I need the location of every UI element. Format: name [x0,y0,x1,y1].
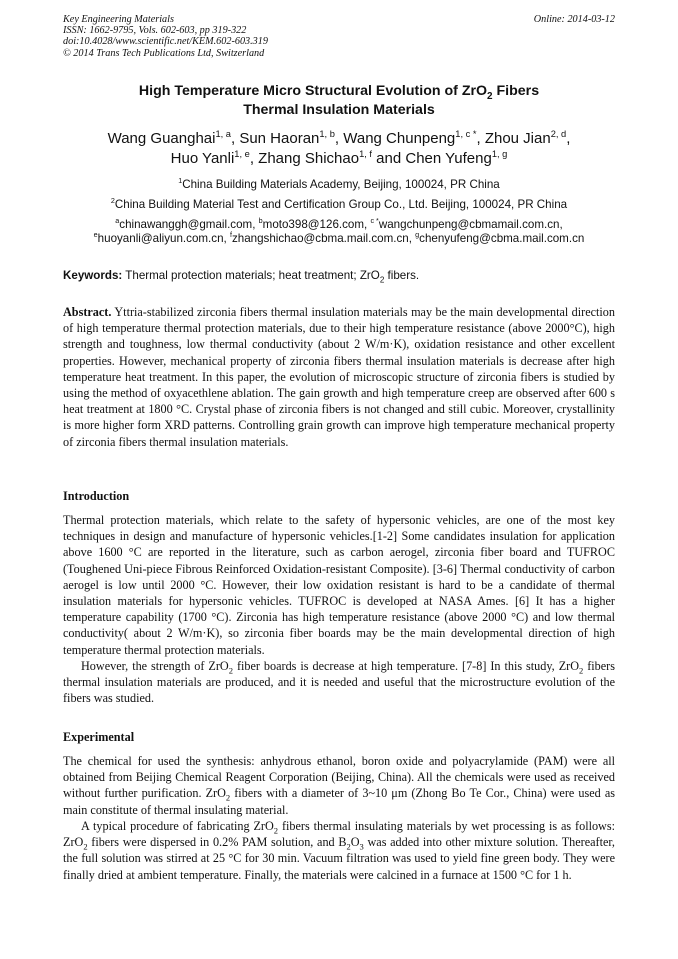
affiliation-1: $^1$China Building Materials Academy, Beijing, 100024, PR China [178,176,500,191]
introduction-paragraph-2: However, the strength of ZrO$_2$ fiber boards is decrease at high temperature. [7-8] In this study, ZrO$_2$ fibers thermal insulation materials are produced, and it is needed and useful that the microstructure evolution of the fibers was studied. [63,659,615,706]
section-heading-introduction: Introduction [63,489,130,503]
paper-title: High Temperature Micro Structural Evolution of ZrO$_2$ Fibers Thermal Insulation Materials [138,83,540,118]
author: Chen Yufeng [405,150,492,167]
keywords-label: Keywords: [63,269,123,282]
abstract-label: Abstract. [63,305,112,319]
issn-line: ISSN: 1662-9795, Vols. 602-603, pp 319-322 [63,25,247,37]
introduction-paragraph-1: Thermal protection materials, which relate to the safety of hypersonic vehicles, are one of the most key techniques in design and manufacture of hypersonic vehicles.[1-2] Some candidates insulation for application above 1600 °C are reported in the literature, such as carbon aerogel, zirconia fiber board and TUFROC (Toughened Uni-piece Fibrous Reinforced Oxidation-resistant Composite). [3-6] Thermal conductivity of carbon aerogel is low until 2000 °C. However, their low oxidation resistant is hard to be a candidate of thermal insulation materials for hypersonic vehicles. TUFROC is developed at NASA Ames. [6] It has a higher temperature capability (1700 °C). Zirconia has high temperature resistance (above 2000 °C) and low thermal conductivity( about 2 W/m·K), so zirconia fiber boards may be the main developmental direction of high temperature thermal protection materials. [63,513,615,657]
author: Sun Haoran [239,130,320,147]
copyright-line: © 2014 Trans Tech Publications Ltd, Switzerland [63,47,265,59]
email-list: $^a$chinawanggh@gmail.com, $^b$moto398@126.com, $^{c *}$wangchunpeng@cbmamail.com.cn, $^e$huoyanli@aliyun.com.cn, $^f$zhangshichao@cbma.mail.com.cn, $^g$chenyufeng@cbma.mail.com.cn [93,216,585,245]
online-date: Online: 2014-03-12 [533,14,615,25]
abstract-paragraph: Abstract. Yttria-stabilized zirconia fibers thermal insulation materials may be the main developmental direction of high temperature thermal protection materials, due to their high temperature resistance (above 2000°C), high strength and toughness, low thermal conductivity (about 2 W/m·K), oxidation resistance and other excellent properties. However, mechanical property of zirconia fibers thermal insulation materials is decrease after high temperature heat treatment. In this paper, the evolution of microscopic structure of zirconia fibers is studied by using the method of oxyacethlene ablation. The gain growth and high temperature creep are observed after 600 s heat treatment at 1800 °C. Crystal phase of zirconia fibers is not changed and still cubic. Moreover, crystallinity is more higher form XRD patterns. Controlling grain growth can improve high temperature mechanical property of zirconia fibers thermal insulation materials. [63,305,615,449]
doi-line: doi:10.4028/www.scientific.net/KEM.602-603.319 [63,36,268,48]
email-link[interactable]: wangchunpeng@cbmamail.com.cn [378,218,560,231]
keywords: Keywords: Thermal protection materials; heat treatment; ZrO$_2$ fibers. [63,269,420,285]
affiliation-2: $^2$China Building Material Test and Certification Group Co., Ltd. Beijing, 100024, PR China [110,196,568,211]
experimental-paragraph-2: A typical procedure of fabricating ZrO$_2$ fibers thermal insulating materials by wet processing is as follows: ZrO$_2$ fibers were dispersed in 0.2% PAM solution, and $B_2O_3$ was added into other mixture solution. Thereafter, the full solution was stirred at 25 °C for 30 min. Vacuum filtration was used to yield fine green body. They were finally dried at ambient temperature. Finally, the materials were calcined in a furnace at 1500 °C for 1 h. [63,819,615,882]
author-list: Wang Guanghai$^{1, a}$, Sun Haoran$^{1, b}$, Wang Chunpeng$^{1, c *}$, Zhou Jian$^{2, d}$, Huo Yanli$^{1, e}$, Zhang Shichao$^{1, f}$ and Chen Yufeng$^{1, g}$ [107,129,571,167]
email-link[interactable]: chenyufeng@cbma.mail.com.cn [419,232,585,245]
author: Zhou Jian [484,130,551,147]
author: Zhang Shichao [258,150,360,167]
journal-name: Key Engineering Materials [63,14,174,25]
email-link[interactable]: moto398@126.com [262,218,365,231]
email-link[interactable]: zhangshichao@cbma.mail.com.cn [231,232,409,245]
experimental-paragraph-1: The chemical for used the synthesis: anhydrous ethanol, boron oxide and polyacrylamide (PAM) were all obtained from Beijing Chemical Reagent Corporation (Beijing, China). All the chemicals were used as received without further purification. ZrO$_2$ fibers with a diameter of 3~10 μm (Zhong Bo Te Cor., China) were used as main constitute of thermal insulating material. [63,754,615,817]
section-heading-experimental: Experimental [63,730,135,744]
email-link[interactable]: chinawanggh@gmail.com [119,218,253,231]
author: Huo Yanli [170,150,235,167]
journal-header [63,14,615,59]
email-link[interactable]: huoyanli@aliyun.com.cn [97,232,224,245]
author: Wang Guanghai [107,130,216,147]
author: Wang Chunpeng [343,130,456,147]
